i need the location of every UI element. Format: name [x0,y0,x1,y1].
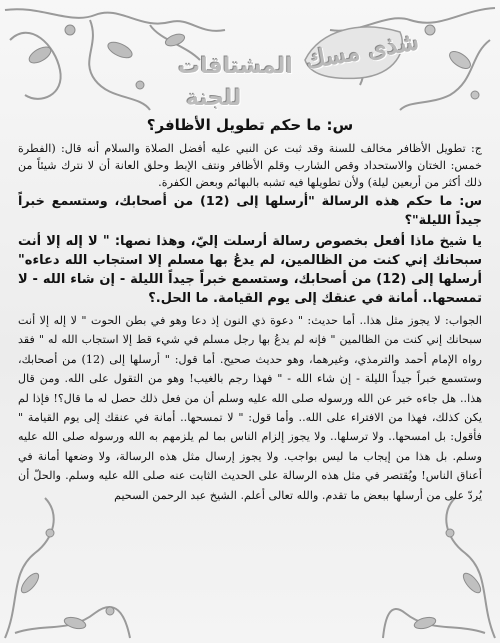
article-body [18,116,482,505]
header-title-line-2: للجنة [186,86,242,111]
site-logo: شذى مسك [303,26,421,75]
header-title-line-1: المشتاقات [178,54,293,79]
floral-ornament-bottom-right [380,493,500,643]
answer-2-text: الجواب: لا يجوز مثل هذا.. أما حديث: " دعوة ذي النون إذ دعا وهو في بطن الحوت " لا إله إلا أنت سبحانك إني كنت من الظالمين " فإنه لم يدعُ بها رجل مسلم في شيء قط إلا استجاب الله له " فقد رواه الإمام أحمد والترمذي، وغيرهما، وهو حديث صحيح. أما قول: " أرسلها إلى (12) من أصحابك، وستسمع خبراً جيداً الليلة - إن شاء الله - " فهذا رجم بالغيب! وهو من التقول على الله. ومن قال هذا.. هل جاءه خبر عن الله ورسوله صلى الله عليه وسلم أن من فعل ذلك حصل له ما قال؟! فإذا لم يكن كذلك، فهذا من الافتراء على الله.. وأما قول: " لا تمسحها.. أمانة في عنقك إلى يوم القيامة " فأقول: بل امسحها.. ولا ترسلها.. ولا يجوز إلزام الناس بما لم يلزمهم به الله ورسوله صلى الله عليه وسلم. بل هذا من إيجاب ما ليس بواجب. ولا يجوز إرسال مثل هذه الرسالة، ولا وضعها أمانة في أعناق الناس! ويُقتصر في مثل هذه الرسالة على الحديث الثابت عنه صلى الله عليه وسلم. والحلّ أن يُردّ على من أرسلها ببعض ما تقدم. والله تعالى أعلم. الشيخ عبد الرحمن السحيم [18,314,482,502]
floral-ornament-bottom-left [0,493,135,643]
answer-1-text: ج: تطويل الأظافر مخالف للسنة وقد ثبت عن النبي عليه أفضل الصلاة والسلام أنه قال: (الفطرة خمس: الختان والاستحداد وقص الشارب وقلم الأظافر ونتف الإبط وحلق العانة أن لا نترك شيئاً من ذلك أكثر من أربعين ليلة) ولأن تطويلها فيه تشبه بالبهائم وبعض الكفرة. [18,142,482,189]
question-2-heading: س: ما حكم هذه الرسالة "أرسلها إلى (12) من أصحابك، وستسمع خبراً جيداً الليلة"؟ [18,194,482,228]
question-1-heading: س: ما حكم تطويل الأظافر؟ [146,116,354,134]
question-2-detail: يا شيخ ماذا أفعل بخصوص رسالة أرسلت إليّ، وهذا نصها: " لا إله إلا أنت سبحانك إني كنت من الظالمين، لم يدعُ بها مسلم إلا استجاب الله دعاءه" أرسلها إلى (12) من أصحابك، وستسمع خبراً جيداً الليلة - إن شاء الله - لا تمسحها.. أمانة في عنقك إلى يوم القيامة. ما الحل.؟ [18,234,482,306]
